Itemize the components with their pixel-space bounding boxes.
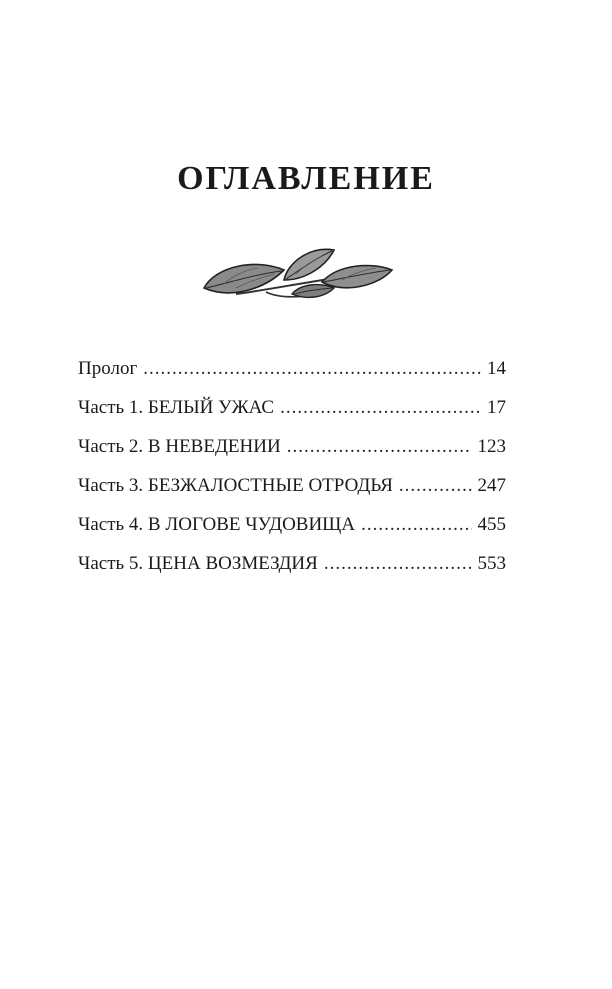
toc-entry-part-3[interactable] — [78, 475, 506, 514]
toc-entry-part-1[interactable] — [78, 397, 506, 436]
toc-leader-dots — [280, 397, 481, 419]
toc-entry-page: 14 — [487, 358, 506, 379]
toc-leader-dots — [361, 514, 471, 536]
toc-entry-page: 17 — [487, 397, 506, 418]
page-title: ОГЛАВЛЕНИЕ — [177, 160, 435, 197]
toc-leader-dots — [399, 475, 472, 497]
toc-entry-title: Часть 3. БЕЗЖАЛОСТНЫЕ ОТРОДЬЯ — [78, 475, 393, 496]
toc-entry-prologue[interactable] — [78, 358, 506, 397]
toc-entry-title: Часть 1. БЕЛЫЙ УЖАС — [78, 397, 275, 418]
toc-entry-page: 455 — [477, 514, 506, 535]
toc-entry-part-5[interactable] — [78, 553, 506, 592]
toc-entry-part-4[interactable] — [78, 514, 506, 553]
table-of-contents — [78, 358, 506, 592]
toc-entry-part-2[interactable] — [78, 436, 506, 475]
leaf-branch-icon — [196, 244, 396, 310]
toc-leader-dots — [143, 358, 481, 380]
toc-leader-dots — [287, 436, 472, 458]
toc-entry-page: 123 — [477, 436, 506, 457]
toc-entry-page: 247 — [477, 475, 506, 496]
toc-entry-title: Часть 4. В ЛОГОВЕ ЧУДОВИЩА — [78, 514, 356, 535]
toc-entry-title: Пролог — [78, 358, 138, 379]
toc-entry-page: 553 — [477, 553, 506, 574]
toc-entry-title: Часть 2. В НЕВЕДЕНИИ — [78, 436, 281, 457]
toc-entry-title: Часть 5. ЦЕНА ВОЗМЕЗДИЯ — [78, 553, 318, 574]
toc-leader-dots — [324, 553, 472, 575]
